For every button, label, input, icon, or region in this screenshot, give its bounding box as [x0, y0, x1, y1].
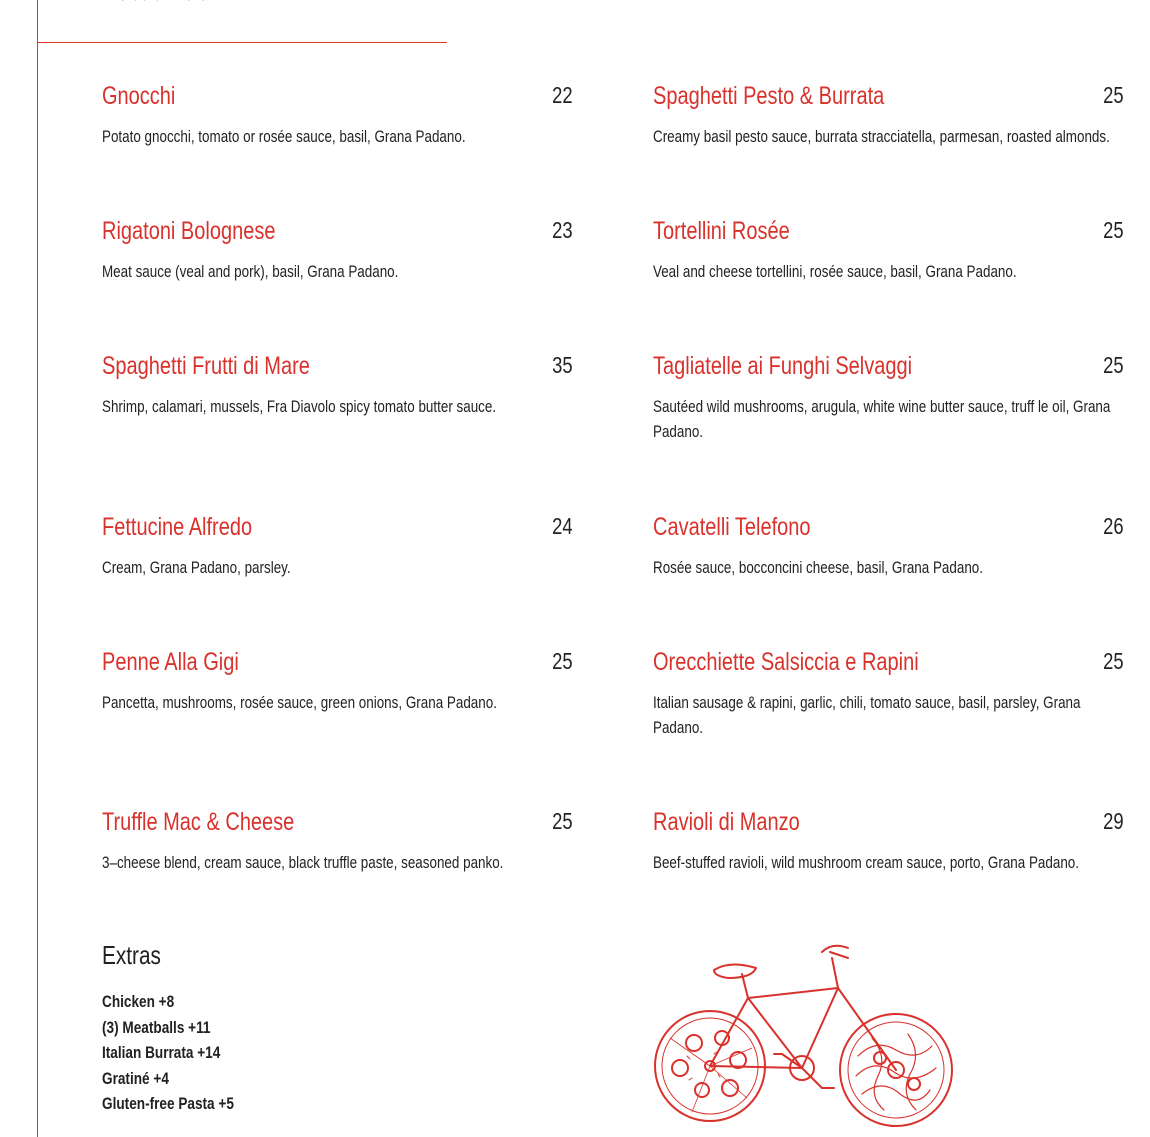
extras-item: (3) Meatballs +11: [102, 1017, 211, 1037]
extras-item: Chicken +8: [102, 992, 175, 1011]
header-underline: [37, 42, 447, 43]
section-title-cutoff: [100, 0, 220, 12]
item-price: 25: [552, 808, 573, 834]
item-description: Creamy basil pesto sauce, burrata stracciatella, parmesan, roasted almonds.: [653, 127, 1110, 146]
item-description: Rosée sauce, bocconcini cheese, basil, Grana Padano.: [653, 558, 983, 577]
item-name: Cavatelli Telefono: [653, 513, 811, 541]
item-name: Tortellini Rosée: [653, 217, 790, 245]
item-name: Truffle Mac & Cheese: [102, 808, 295, 836]
bicycle-illustration: [652, 938, 956, 1130]
item-name: Fettucine Alfredo: [102, 513, 253, 541]
item-price: 29: [1103, 808, 1124, 834]
item-price: 25: [1103, 648, 1124, 674]
extras-list: [102, 989, 267, 1117]
item-name: Orecchiette Salsiccia e Rapini: [653, 648, 919, 676]
item-description: Meat sauce (veal and pork), basil, Grana Padano.: [102, 262, 399, 281]
extras-item: Italian Burrata +14: [102, 1043, 221, 1062]
item-name: Tagliatelle ai Funghi Selvaggi: [653, 352, 913, 380]
bicycle-frame: [710, 946, 896, 1088]
left-border-line: [37, 0, 38, 1137]
item-description: Italian sausage & rapini, garlic, chili, tomato sauce, basil, parsley, Grana Padano.: [653, 693, 1081, 737]
item-price: 23: [552, 217, 573, 243]
item-name: Spaghetti Frutti di Mare: [102, 352, 310, 380]
extras-heading: Extras: [102, 940, 161, 970]
item-description: Pancetta, mushrooms, rosée sauce, green onions, Grana Padano.: [102, 693, 497, 712]
item-price: 25: [1103, 217, 1124, 243]
item-description: Potato gnocchi, tomato or rosée sauce, basil, Grana Padano.: [102, 127, 466, 146]
item-description: 3–cheese blend, cream sauce, black truffle paste, seasoned panko.: [102, 853, 504, 872]
item-name: Rigatoni Bolognese: [102, 217, 276, 245]
item-price: 24: [552, 513, 573, 539]
item-name: Gnocchi: [102, 82, 176, 110]
item-name: Penne Alla Gigi: [102, 648, 239, 676]
item-price: 25: [1103, 82, 1124, 108]
item-name: Spaghetti Pesto & Burrata: [653, 82, 885, 110]
cutoff-title-fragment: [100, 0, 220, 6]
extras-item: Gratiné +4: [102, 1068, 169, 1088]
item-description: Shrimp, calamari, mussels, Fra Diavolo spicy tomato butter sauce.: [102, 397, 497, 416]
item-description: Cream, Grana Padano, parsley.: [102, 558, 291, 577]
item-name: Ravioli di Manzo: [653, 808, 800, 836]
item-description: Veal and cheese tortellini, rosée sauce, basil, Grana Padano.: [653, 262, 1017, 281]
item-price: 25: [552, 648, 573, 674]
extras-item: Gluten-free Pasta +5: [102, 1094, 234, 1113]
item-price: 26: [1103, 513, 1124, 539]
item-description: Sautéed wild mushrooms, arugula, white wine butter sauce, truff le oil, Grana Padano.: [653, 397, 1111, 441]
item-price: 25: [1103, 352, 1124, 378]
item-price: 22: [552, 82, 573, 108]
item-description: Beef-stuffed ravioli, wild mushroom cream sauce, porto, Grana Padano.: [653, 853, 1079, 872]
item-price: 35: [552, 352, 573, 378]
